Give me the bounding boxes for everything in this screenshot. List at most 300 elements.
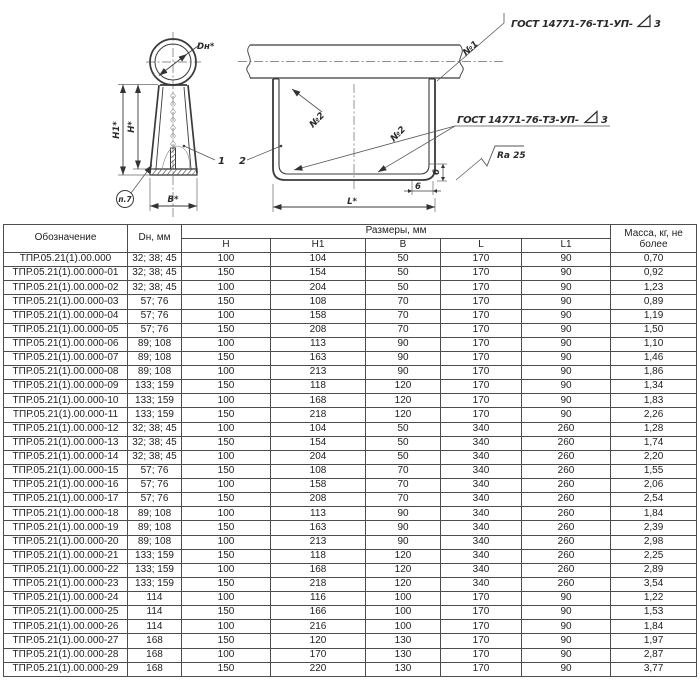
table-cell: 32; 38; 45 bbox=[128, 267, 182, 281]
table-cell: 90 bbox=[522, 380, 611, 394]
table-cell: 1,84 bbox=[611, 507, 697, 521]
table-cell: 168 bbox=[271, 563, 366, 577]
table-row bbox=[4, 351, 697, 365]
table-cell: 108 bbox=[271, 295, 366, 309]
table-cell: 57; 76 bbox=[128, 493, 182, 507]
table-cell: 70 bbox=[366, 479, 441, 493]
table-cell: 130 bbox=[366, 634, 441, 648]
table-row bbox=[4, 592, 697, 606]
col-header-l1: L1 bbox=[522, 239, 611, 253]
table-cell: 170 bbox=[441, 337, 522, 351]
table-cell: 90 bbox=[522, 295, 611, 309]
table-cell: 150 bbox=[182, 436, 271, 450]
table-cell: 114 bbox=[128, 620, 182, 634]
table-cell: 260 bbox=[522, 577, 611, 591]
dim-diameter bbox=[159, 42, 215, 76]
dim-leg-h-label: 6 bbox=[415, 182, 421, 192]
table-cell: 1,97 bbox=[611, 634, 697, 648]
table-cell: ТПР.05.21(1).00.000-04 bbox=[4, 309, 128, 323]
table-cell: ТПР.05.21(1).00.000-03 bbox=[4, 295, 128, 309]
table-cell: 120 bbox=[366, 563, 441, 577]
table-cell: 154 bbox=[271, 267, 366, 281]
dim-h1 bbox=[112, 85, 123, 176]
table-cell: 50 bbox=[366, 450, 441, 464]
table-cell: 170 bbox=[441, 309, 522, 323]
table-cell: ТПР.05.21(1).00.000-24 bbox=[4, 592, 128, 606]
table-cell: 108 bbox=[271, 464, 366, 478]
table-cell: 170 bbox=[441, 380, 522, 394]
table-row bbox=[4, 380, 697, 394]
table-row bbox=[4, 281, 697, 295]
weld2-ref-label-a: №2 bbox=[307, 110, 328, 131]
table-cell: 50 bbox=[366, 253, 441, 267]
table-cell: 50 bbox=[366, 422, 441, 436]
table-cell: ТПР.05.21(1).00.000-02 bbox=[4, 281, 128, 295]
table-row bbox=[4, 606, 697, 620]
table-cell: ТПР.05.21(1).00.000-27 bbox=[4, 634, 128, 648]
table-row bbox=[4, 521, 697, 535]
table-cell: 113 bbox=[271, 507, 366, 521]
table-cell: 1,19 bbox=[611, 309, 697, 323]
table-cell: ТПР.05.21(1).00.000-19 bbox=[4, 521, 128, 535]
table-cell: 260 bbox=[522, 493, 611, 507]
table-row bbox=[4, 620, 697, 634]
table-cell: 2,98 bbox=[611, 535, 697, 549]
table-cell: 90 bbox=[522, 323, 611, 337]
table-cell: 170 bbox=[441, 648, 522, 662]
table-cell: 170 bbox=[441, 592, 522, 606]
table-row bbox=[4, 337, 697, 351]
table-cell: 100 bbox=[182, 366, 271, 380]
table-cell: 1,55 bbox=[611, 464, 697, 478]
table-cell: 32; 38; 45 bbox=[128, 422, 182, 436]
table-cell: ТПР.05.21(1).00.000-21 bbox=[4, 549, 128, 563]
table-cell: 170 bbox=[441, 323, 522, 337]
table-cell: 340 bbox=[441, 422, 522, 436]
table-cell: ТПР.05.21(1).00.000-22 bbox=[4, 563, 128, 577]
table-cell: 100 bbox=[182, 479, 271, 493]
table-cell: 1,34 bbox=[611, 380, 697, 394]
table-cell: 113 bbox=[271, 337, 366, 351]
table-row bbox=[4, 408, 697, 422]
table-cell: 150 bbox=[182, 323, 271, 337]
table-cell: ТПР.05.21(1).00.000-13 bbox=[4, 436, 128, 450]
table-row bbox=[4, 662, 697, 676]
table-cell: ТПР.05.21(1).00.000-01 bbox=[4, 267, 128, 281]
table-cell: 2,25 bbox=[611, 549, 697, 563]
table-cell: 120 bbox=[366, 549, 441, 563]
roughness-icon: Ra 25 bbox=[497, 151, 526, 161]
table-cell: 2,87 bbox=[611, 648, 697, 662]
table-cell: ТПР.05.21(1).00.000-10 bbox=[4, 394, 128, 408]
table-cell: 1,84 bbox=[611, 620, 697, 634]
table-cell: 90 bbox=[366, 351, 441, 365]
table-row bbox=[4, 422, 697, 436]
table-cell: 100 bbox=[182, 563, 271, 577]
table-cell: 50 bbox=[366, 281, 441, 295]
table-cell: 116 bbox=[271, 592, 366, 606]
table-cell: 70 bbox=[366, 464, 441, 478]
table-cell: 2,26 bbox=[611, 408, 697, 422]
dim-diameter-label: Dн* bbox=[197, 42, 215, 52]
table-cell: 260 bbox=[522, 422, 611, 436]
part2-label: 2 bbox=[239, 156, 246, 167]
table-cell: 100 bbox=[366, 592, 441, 606]
table-cell: 170 bbox=[441, 634, 522, 648]
table-cell: 0,70 bbox=[611, 253, 697, 267]
part2-leader bbox=[239, 145, 282, 167]
table-row bbox=[4, 267, 697, 281]
table-cell: 150 bbox=[182, 464, 271, 478]
table-cell: 120 bbox=[366, 577, 441, 591]
table-cell: 90 bbox=[366, 366, 441, 380]
table-cell: 204 bbox=[271, 281, 366, 295]
dim-l-label: L* bbox=[347, 197, 357, 207]
table-cell: 90 bbox=[366, 337, 441, 351]
table-cell: 70 bbox=[366, 309, 441, 323]
table-row bbox=[4, 535, 697, 549]
col-header-l: L bbox=[441, 239, 522, 253]
table-cell: 220 bbox=[271, 662, 366, 676]
table-cell: 260 bbox=[522, 549, 611, 563]
weld2-callout bbox=[292, 89, 610, 172]
table-cell: 1,10 bbox=[611, 337, 697, 351]
table-row bbox=[4, 464, 697, 478]
dim-b-label: B* bbox=[167, 195, 179, 205]
table-cell: ТПР.05.21(1).00.000-09 bbox=[4, 380, 128, 394]
table-cell: 170 bbox=[271, 648, 366, 662]
table-cell: 260 bbox=[522, 464, 611, 478]
table-cell: 150 bbox=[182, 493, 271, 507]
table-cell: 32; 38; 45 bbox=[128, 450, 182, 464]
table-row bbox=[4, 394, 697, 408]
table-cell: 168 bbox=[128, 634, 182, 648]
table-row bbox=[4, 366, 697, 380]
table-row bbox=[4, 436, 697, 450]
table-cell: 3,77 bbox=[611, 662, 697, 676]
table-cell: 260 bbox=[522, 436, 611, 450]
table-cell: 114 bbox=[128, 606, 182, 620]
table-cell: 57; 76 bbox=[128, 323, 182, 337]
table-cell: 90 bbox=[366, 521, 441, 535]
table-row bbox=[4, 648, 697, 662]
table-cell: 340 bbox=[441, 450, 522, 464]
table-cell: 340 bbox=[441, 535, 522, 549]
table-cell: 104 bbox=[271, 422, 366, 436]
table-cell: 1,86 bbox=[611, 366, 697, 380]
table-cell: 1,23 bbox=[611, 281, 697, 295]
specification-table bbox=[3, 224, 697, 677]
table-cell: 170 bbox=[441, 394, 522, 408]
table-cell: 120 bbox=[271, 634, 366, 648]
table-cell: 100 bbox=[182, 253, 271, 267]
table-cell: 216 bbox=[271, 620, 366, 634]
table-cell: 89; 108 bbox=[128, 366, 182, 380]
table-cell: 90 bbox=[522, 309, 611, 323]
table-cell: 100 bbox=[182, 648, 271, 662]
table-cell: 0,89 bbox=[611, 295, 697, 309]
table-row bbox=[4, 323, 697, 337]
table-cell: 1,46 bbox=[611, 351, 697, 365]
table-cell: 100 bbox=[366, 606, 441, 620]
note-callout-label: п.7 bbox=[118, 195, 132, 204]
table-cell: 218 bbox=[271, 408, 366, 422]
table-cell: ТПР.05.21(1).00.000-12 bbox=[4, 422, 128, 436]
table-cell: 150 bbox=[182, 606, 271, 620]
weld-triangle-icon bbox=[585, 112, 597, 123]
table-row bbox=[4, 577, 697, 591]
table-cell: 133; 159 bbox=[128, 394, 182, 408]
weld2-size-label: 3 bbox=[601, 115, 608, 126]
table-cell: ТПР.05.21(1).00.000-05 bbox=[4, 323, 128, 337]
table-cell: 218 bbox=[271, 577, 366, 591]
table-cell: 170 bbox=[441, 351, 522, 365]
weld1-ref-label: №1 bbox=[461, 39, 481, 59]
table-cell: 100 bbox=[182, 450, 271, 464]
table-cell: 2,54 bbox=[611, 493, 697, 507]
table-cell: 150 bbox=[182, 380, 271, 394]
dim-h-label: H* bbox=[127, 121, 137, 133]
table-cell: 260 bbox=[522, 479, 611, 493]
table-cell: 57; 76 bbox=[128, 464, 182, 478]
table-cell: ТПР.05.21(1).00.000-06 bbox=[4, 337, 128, 351]
table-cell: 90 bbox=[522, 337, 611, 351]
table-cell: 170 bbox=[441, 620, 522, 634]
table-cell: 163 bbox=[271, 351, 366, 365]
dim-leg-v-label: 6 bbox=[432, 169, 442, 175]
col-header-designation: Обозначение bbox=[4, 225, 128, 253]
table-cell: 118 bbox=[271, 549, 366, 563]
table-cell: 133; 159 bbox=[128, 549, 182, 563]
table-cell: 90 bbox=[522, 351, 611, 365]
table-cell: 260 bbox=[522, 507, 611, 521]
table-cell: 70 bbox=[366, 493, 441, 507]
table-row bbox=[4, 493, 697, 507]
table-row bbox=[4, 507, 697, 521]
table-cell: 340 bbox=[441, 507, 522, 521]
table-cell: 150 bbox=[182, 295, 271, 309]
col-header-h1: H1 bbox=[271, 239, 366, 253]
table-cell: 168 bbox=[128, 648, 182, 662]
table-cell: 340 bbox=[441, 436, 522, 450]
table-cell: 208 bbox=[271, 493, 366, 507]
pipe-section-circle bbox=[150, 39, 196, 85]
table-cell: 154 bbox=[271, 436, 366, 450]
weld1-callout bbox=[437, 13, 661, 81]
table-cell: 340 bbox=[441, 521, 522, 535]
table-row bbox=[4, 450, 697, 464]
table-cell: 120 bbox=[366, 380, 441, 394]
table-cell: 150 bbox=[182, 634, 271, 648]
table-row bbox=[4, 479, 697, 493]
table-cell: 90 bbox=[522, 634, 611, 648]
dim-h bbox=[127, 85, 138, 170]
part1-label: 1 bbox=[218, 156, 225, 167]
center-rib bbox=[162, 146, 190, 169]
table-cell: 118 bbox=[271, 380, 366, 394]
table-cell: 32; 38; 45 bbox=[128, 253, 182, 267]
table-cell: ТПР.05.21(1).00.000-14 bbox=[4, 450, 128, 464]
table-cell: 100 bbox=[182, 394, 271, 408]
table-cell: 89; 108 bbox=[128, 351, 182, 365]
table-cell: 170 bbox=[441, 366, 522, 380]
table-cell: 133; 159 bbox=[128, 563, 182, 577]
table-cell: 340 bbox=[441, 577, 522, 591]
table-cell: 89; 108 bbox=[128, 535, 182, 549]
table-cell: 150 bbox=[182, 267, 271, 281]
table-cell: 100 bbox=[182, 422, 271, 436]
table-cell: 2,39 bbox=[611, 521, 697, 535]
roughness-mark bbox=[456, 146, 526, 180]
table-cell: 213 bbox=[271, 366, 366, 380]
weld2-ref-label-b: №2 bbox=[388, 124, 409, 145]
table-cell: 170 bbox=[441, 267, 522, 281]
table-cell: 158 bbox=[271, 309, 366, 323]
table-cell: 340 bbox=[441, 549, 522, 563]
table-cell: 150 bbox=[182, 662, 271, 676]
table-cell: 3,54 bbox=[611, 577, 697, 591]
table-cell: 90 bbox=[522, 648, 611, 662]
dim-h1-label: H1* bbox=[112, 121, 122, 139]
table-cell: 100 bbox=[182, 309, 271, 323]
table-cell: 57; 76 bbox=[128, 309, 182, 323]
table-cell: 260 bbox=[522, 450, 611, 464]
table-cell: 90 bbox=[522, 281, 611, 295]
table-body bbox=[4, 253, 697, 677]
table-cell: 133; 159 bbox=[128, 577, 182, 591]
table-cell: 170 bbox=[441, 253, 522, 267]
table-cell: 1,28 bbox=[611, 422, 697, 436]
table-cell: 90 bbox=[366, 507, 441, 521]
table-cell: 133; 159 bbox=[128, 408, 182, 422]
table-row bbox=[4, 634, 697, 648]
table-cell: 89; 108 bbox=[128, 521, 182, 535]
table-row bbox=[4, 563, 697, 577]
table-cell: ТПР.05.21(1).00.000-23 bbox=[4, 577, 128, 591]
dim-b bbox=[150, 195, 197, 206]
table-cell: 50 bbox=[366, 436, 441, 450]
col-header-sizes: Размеры, мм bbox=[182, 225, 611, 239]
table-cell: 260 bbox=[522, 521, 611, 535]
table-cell: ТПР.05.21(1).00.000-25 bbox=[4, 606, 128, 620]
table-cell: 260 bbox=[522, 563, 611, 577]
table-cell: 208 bbox=[271, 323, 366, 337]
col-header-h: H bbox=[182, 239, 271, 253]
table-cell: 90 bbox=[522, 366, 611, 380]
table-row bbox=[4, 549, 697, 563]
table-cell: 70 bbox=[366, 295, 441, 309]
table-cell: 170 bbox=[441, 662, 522, 676]
table-cell: 32; 38; 45 bbox=[128, 281, 182, 295]
table-cell: 90 bbox=[522, 253, 611, 267]
table-cell: 340 bbox=[441, 493, 522, 507]
weld1-size-label: 3 bbox=[654, 19, 661, 30]
weld1-gost-label: ГОСТ 14771-76-Т1-УП- bbox=[511, 19, 633, 30]
table-cell: 90 bbox=[522, 592, 611, 606]
table-cell: 170 bbox=[441, 606, 522, 620]
table-cell: 104 bbox=[271, 253, 366, 267]
table-cell: ТПР.05.21(1).00.000-16 bbox=[4, 479, 128, 493]
table-cell: 166 bbox=[271, 606, 366, 620]
table-cell: 100 bbox=[366, 620, 441, 634]
table-cell: 90 bbox=[366, 535, 441, 549]
table-cell: 170 bbox=[441, 408, 522, 422]
table-cell: ТПР.05.21(1).00.000-18 bbox=[4, 507, 128, 521]
table-cell: 260 bbox=[522, 535, 611, 549]
table-cell: ТПР.05.21(1).00.000-08 bbox=[4, 366, 128, 380]
col-header-dn: Dн, мм bbox=[128, 225, 182, 253]
table-cell: 89; 108 bbox=[128, 337, 182, 351]
table-cell: 340 bbox=[441, 464, 522, 478]
table-cell: 213 bbox=[271, 535, 366, 549]
table-cell: 70 bbox=[366, 323, 441, 337]
table-cell: 150 bbox=[182, 577, 271, 591]
table-cell: ТПР.05.21(1).00.000 bbox=[4, 253, 128, 267]
table-cell: 90 bbox=[522, 606, 611, 620]
table-cell: 168 bbox=[128, 662, 182, 676]
table-cell: 2,20 bbox=[611, 450, 697, 464]
note-callout bbox=[117, 165, 153, 208]
table-cell: 150 bbox=[182, 521, 271, 535]
table-cell: 100 bbox=[182, 507, 271, 521]
col-header-mass: Масса, кг, не более bbox=[611, 225, 697, 253]
table-cell: ТПР.05.21(1).00.000-15 bbox=[4, 464, 128, 478]
part1-leader bbox=[183, 145, 225, 167]
table-cell: 100 bbox=[182, 592, 271, 606]
table-cell: 130 bbox=[366, 662, 441, 676]
table-cell: ТПР.05.21(1).00.000-17 bbox=[4, 493, 128, 507]
table-row bbox=[4, 253, 697, 267]
table-cell: 340 bbox=[441, 479, 522, 493]
table-cell: 100 bbox=[182, 337, 271, 351]
table-cell: ТПР.05.21(1).00.000-11 bbox=[4, 408, 128, 422]
table-cell: 100 bbox=[182, 281, 271, 295]
table-cell: 1,50 bbox=[611, 323, 697, 337]
table-cell: 100 bbox=[182, 535, 271, 549]
table-cell: 158 bbox=[271, 479, 366, 493]
table-cell: 90 bbox=[522, 620, 611, 634]
table-cell: 1,22 bbox=[611, 592, 697, 606]
table-cell: 90 bbox=[522, 408, 611, 422]
table-cell: 90 bbox=[522, 662, 611, 676]
table-cell: 340 bbox=[441, 563, 522, 577]
table-cell: 1,53 bbox=[611, 606, 697, 620]
table-cell: 168 bbox=[271, 394, 366, 408]
weld2-gost-label: ГОСТ 14771-76-Т3-УП- bbox=[457, 115, 579, 126]
table-cell: 150 bbox=[182, 351, 271, 365]
table-cell: 57; 76 bbox=[128, 479, 182, 493]
table-cell: 1,83 bbox=[611, 394, 697, 408]
table-cell: 100 bbox=[182, 620, 271, 634]
table-row bbox=[4, 295, 697, 309]
table-cell: 57; 76 bbox=[128, 295, 182, 309]
table-cell: 114 bbox=[128, 592, 182, 606]
table-row bbox=[4, 309, 697, 323]
table-cell: 150 bbox=[182, 549, 271, 563]
table-cell: 1,74 bbox=[611, 436, 697, 450]
table-cell: 170 bbox=[441, 295, 522, 309]
table-cell: 120 bbox=[366, 408, 441, 422]
table-cell: 170 bbox=[441, 281, 522, 295]
table-cell: 150 bbox=[182, 408, 271, 422]
table-cell: 90 bbox=[522, 267, 611, 281]
table-cell: ТПР.05.21(1).00.000-28 bbox=[4, 648, 128, 662]
table-cell: 89; 108 bbox=[128, 507, 182, 521]
table-cell: 2,06 bbox=[611, 479, 697, 493]
weld-triangle-icon bbox=[638, 16, 650, 27]
table-cell: 120 bbox=[366, 394, 441, 408]
table-cell: 133; 159 bbox=[128, 380, 182, 394]
